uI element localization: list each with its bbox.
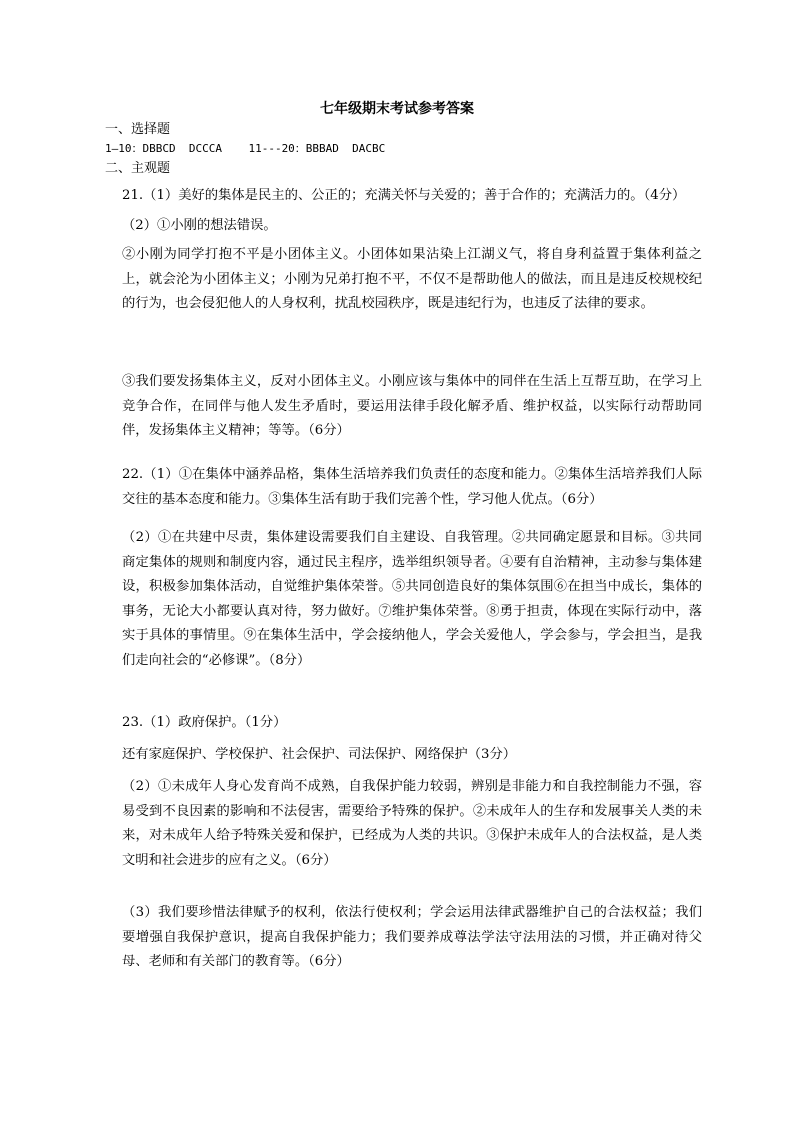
q23-part2: （2）①未成年人身心发育尚不成熟，自我保护能力较弱，辨别是非能力和自我控制能力不强，容易受到不良因素的影响和不法侵害，需要给予特殊的保护。②未成年人的生存和发展事关人类的未来，对未成年人给予特殊关爱和保护，已经成为人类的共识。③保护未成年人的合法权益，是人类文明和社会进步的应有之义。（6分） xyxy=(122,779,702,868)
q21-part2-claim: （2）①小刚的想法错误。 xyxy=(122,218,277,233)
q22-part1: 22.（1）①在集体中涵养品格，集体生活培养我们负责任的态度和能力。②集体生活培养我们人际交往的基本态度和能力。③集体生活有助于我们完善个性，学习他人优点。（6分） xyxy=(122,467,702,507)
section-heading-multiple-choice: 一、选择题 xyxy=(105,122,171,137)
q23-part1: 23.（1）政府保护。（1分） xyxy=(122,715,287,730)
page-title: 七年级期末考试参考答案 xyxy=(320,101,474,117)
q23-part1-other: 还有家庭保护、学校保护、社会保护、司法保护、网络保护（3分） xyxy=(122,747,517,762)
q23-part3: （3）我们要珍惜法律赋予的权利，依法行使权利；学会运用法律武器维护自己的合法权益；我们要增强自我保护意识，提高自我保护能力；我们要养成尊法学法守法用法的习惯，并正确对待父母、老师和有关部门的教育等。（6分） xyxy=(122,905,702,970)
multiple-choice-answers: 1—10：DBBCD DCCCA 11---20：BBBAD DACBC xyxy=(105,142,386,155)
section-heading-subjective: 二、主观题 xyxy=(105,161,171,176)
q21-part2-point3: ③我们要发扬集体主义，反对小团体主义。小刚应该与集体中的同伴在生活上互帮互助，在学习上竞争合作，在同伴与他人发生矛盾时，要运用法律手段化解矛盾、维护权益，以实际行动帮助同伴，发扬集体主义精神；等等。（6分） xyxy=(122,374,702,439)
q22-part2: （2）①在共建中尽责，集体建设需要我们自主建设、自我管理。②共同确定愿景和目标。③共同商定集体的规则和制度内容，通过民主程序，选举组织领导者。④要有自治精神，主动参与集体建设，积极参加集体活动，自觉维护集体荣誉。⑤共同创造良好的集体氛围⑥在担当中成长，集体的事务，无论大小都要认真对待，努力做好。⑦维护集体荣誉。⑧勇于担责，体现在实际行动中，落实于具体的事情里。⑨在集体生活中，学会接纳他人，学会关爱他人，学会参与，学会担当，是我们走向社会的“必修课”。（8分） xyxy=(122,530,702,668)
q21-part1: 21.（1）美好的集体是民主的、公正的；充满关怀与关爱的；善于合作的；充满活力的。（4分） xyxy=(122,188,686,203)
q21-part2-point2: ②小刚为同学打抱不平是小团体主义。小团体如果沾染上江湖义气，将自身利益置于集体利益之上，就会沦为小团体主义；小刚为兄弟打抱不平，不仅不是帮助他人的做法，而且是违反校规校纪的行为，也会侵犯他人的人身权利，扰乱校园秩序，既是违纪行为，也违反了法律的要求。 xyxy=(122,247,702,312)
